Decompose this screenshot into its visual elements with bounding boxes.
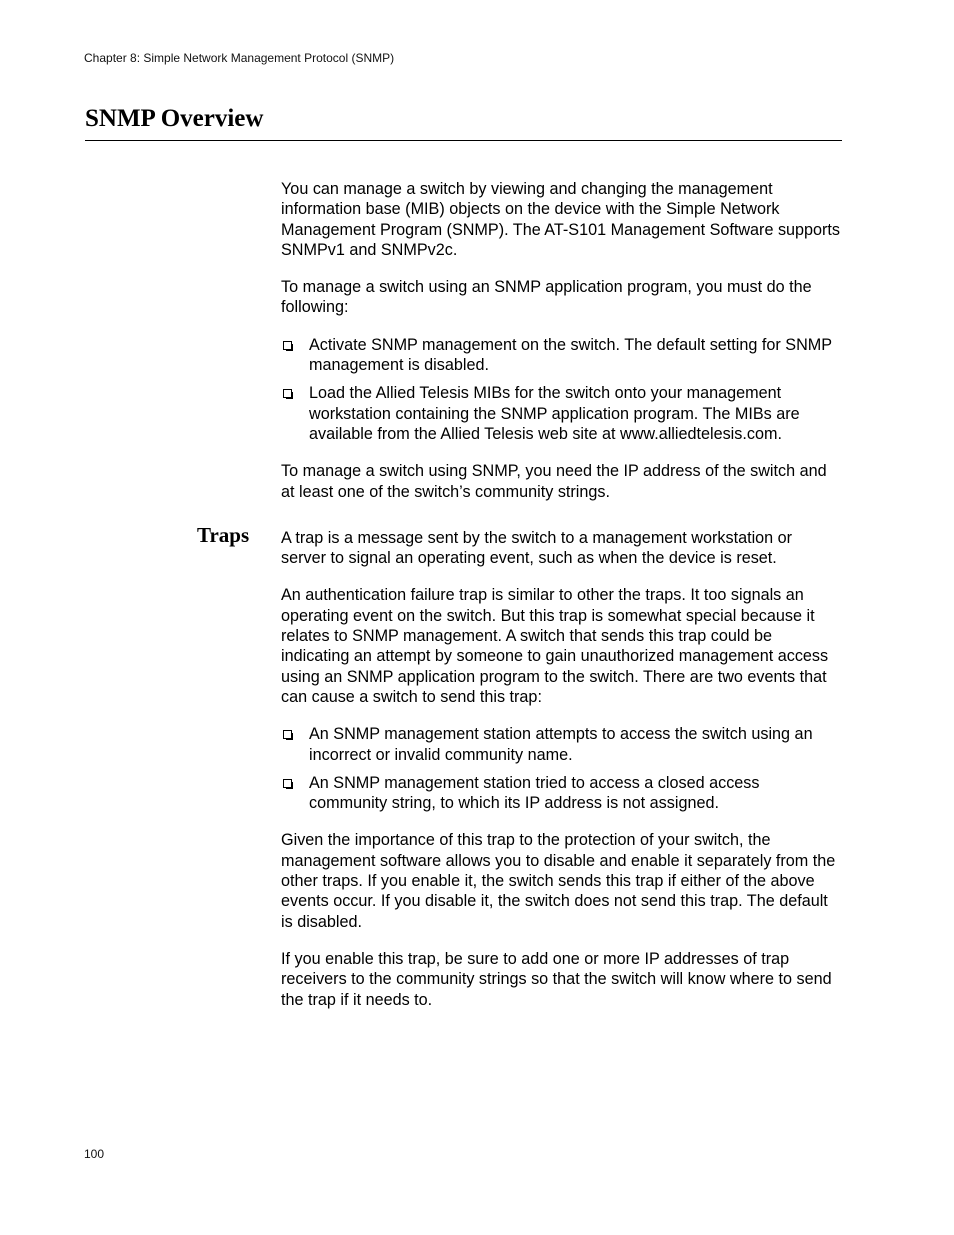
traps-paragraph-4: If you enable this trap, be sure to add one or more IP addresses of trap receivers to the community strings so that the switch will know where to send the trap if it needs to. xyxy=(281,949,832,1009)
traps-paragraph-2: An authentication failure trap is similar to other the traps. It too signals an operating event on the switch. But this trap is somewhat special because it relates to SNMP management. A switch that sends this trap could be indicating an attempt by someone to gain unauthorized management access using an SNMP application program to the switch. There are two events that can cause a switch to send this trap: xyxy=(281,586,829,706)
traps-paragraph-1: A trap is a message sent by the switch to a management workstation or server to signal an operating event, such as when the device is reset. xyxy=(281,528,793,568)
list-item-text: Activate SNMP management on the switch. The default setting for SNMP management is disabled. xyxy=(309,335,832,375)
list-item-text: An SNMP management station tried to access a closed access community string, to which its IP address is not assigned. xyxy=(309,773,760,813)
list-item xyxy=(281,383,841,444)
list-item-text: An SNMP management station attempts to access the switch using an incorrect or invalid community name. xyxy=(309,725,813,764)
intro-paragraph-1: You can manage a switch by viewing and changing the management information base (MIB) objects on the device with the Simple Network Management Program (SNMP). The AT-S101 Management Software supports SNMPv1 and SNMPv2c. xyxy=(281,180,841,259)
intro-bullet-list xyxy=(281,335,841,444)
title-rule xyxy=(85,140,842,141)
checkbox-bullet-icon xyxy=(283,779,292,788)
page-title: SNMP Overview xyxy=(85,105,264,132)
list-item-text: Load the Allied Telesis MIBs for the switch onto your management workstation containing the SNMP application program. The MIBs are available from the Allied Telesis web site at www.alliedtelesis.com. xyxy=(309,384,800,443)
page-number: 100 xyxy=(84,1147,105,1161)
list-item xyxy=(281,773,841,814)
traps-section xyxy=(197,522,841,1010)
traps-heading: Traps xyxy=(197,522,250,547)
traps-paragraph-3: Given the importance of this trap to the protection of your switch, the management software allows you to disable and enable it separately from the other traps. If you enable it, the switch sends this trap if either of the above events occur. If you disable it, the switch does not send this trap. The default is disabled. xyxy=(281,831,836,931)
list-item xyxy=(281,724,841,765)
checkbox-bullet-icon xyxy=(283,730,292,739)
traps-bullet-list xyxy=(281,724,841,813)
list-item xyxy=(281,335,841,376)
intro-paragraph-2: To manage a switch using an SNMP application program, you must do the following: xyxy=(281,278,812,317)
body-content xyxy=(197,179,841,1027)
checkbox-bullet-icon xyxy=(283,389,292,398)
chapter-header: Chapter 8: Simple Network Management Protocol (SNMP) xyxy=(84,51,395,65)
checkbox-bullet-icon xyxy=(283,341,292,350)
intro-paragraph-3: To manage a switch using SNMP, you need the IP address of the switch and at least one of the switch’s community strings. xyxy=(281,462,827,501)
